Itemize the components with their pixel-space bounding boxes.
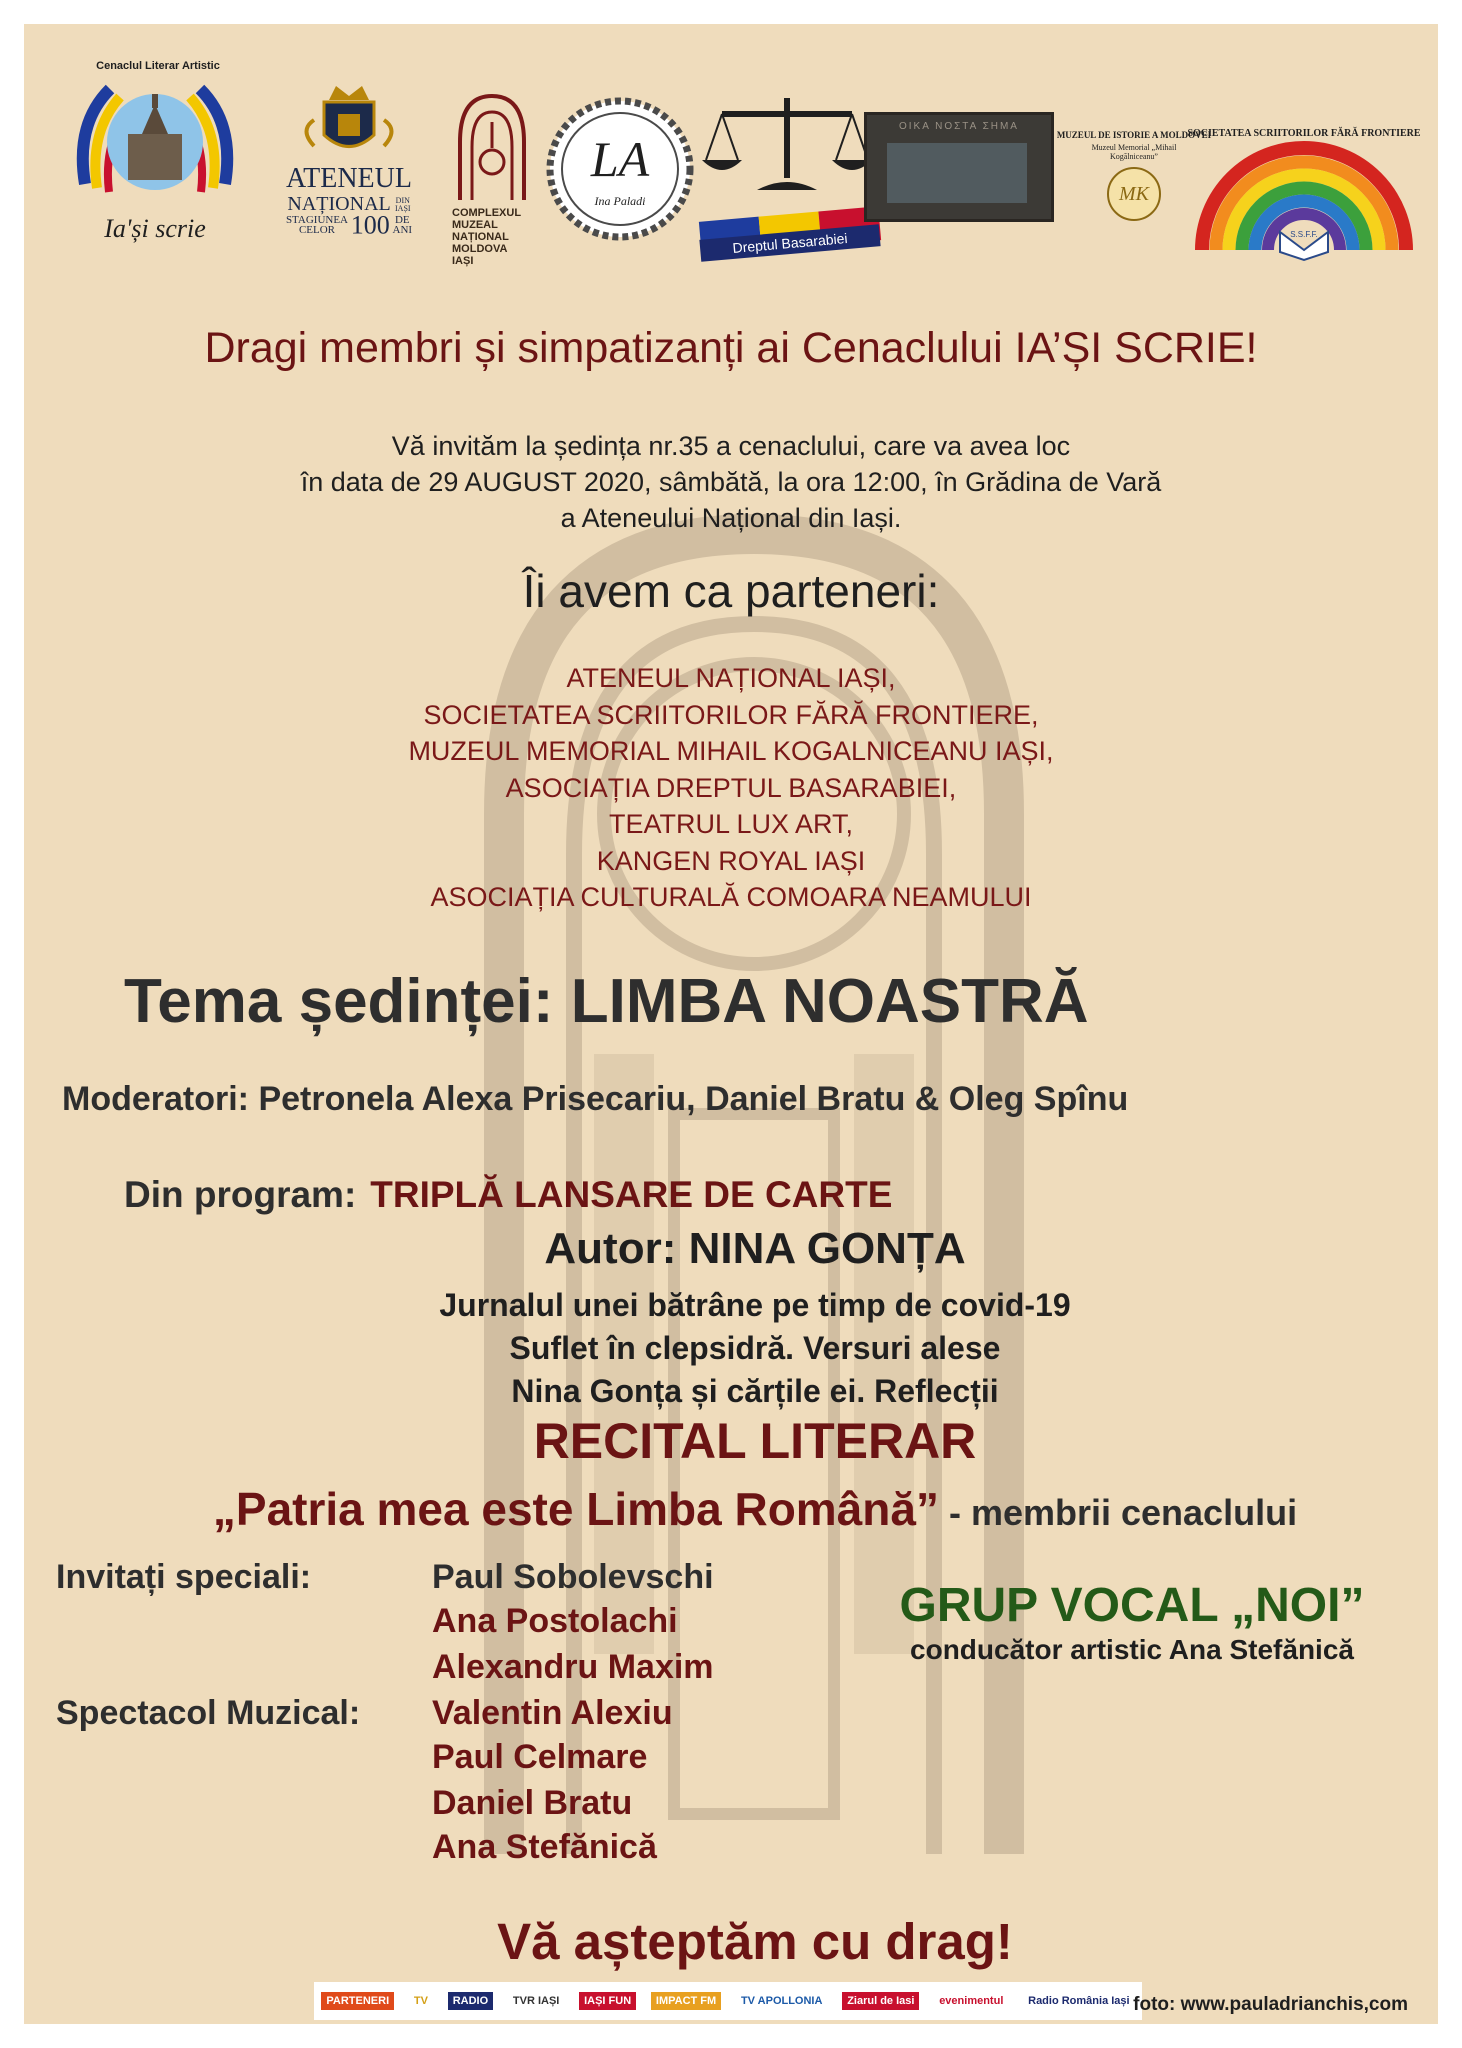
muzeul-istorie-line1: MUZEUL DE ISTORIE A MOLDOVEI [1056,130,1212,140]
sponsor-logo: evenimentul [939,1995,1004,2007]
recital-title [24,1482,1438,1536]
partner-item: ASOCIAȚIA CULTURALĂ COMOARA NEAMULUI [430,882,1032,912]
mk-monogram: MK [1107,167,1161,221]
musician-name: Paul Celmare [432,1738,648,1776]
sponsor-logo: Radio România Iași [1028,1995,1130,2007]
sponsors-strip [314,1982,1142,2020]
cenaclu-logo [70,60,240,254]
complexul-line-5: IAȘI [452,255,474,267]
crown-crest-icon [274,80,424,160]
ina-name: Ina Paladi [594,194,646,208]
painting-caption: ΟΙΚΑ ΝΟΣΤΑ ΣΗΜΑ [899,121,1019,132]
guest-name: Ana Postolachi [432,1602,678,1640]
ateneul-iasi: IAȘI [395,204,411,214]
book-title: Suflet în clepsidră. Versuri alese [509,1330,1001,1366]
musician-name: Ana Stefănică [432,1828,657,1866]
partner-item: KANGEN ROYAL IAȘI [596,845,866,876]
guests-label: Invitați speciali: [56,1558,312,1596]
ateneul-celor: CELOR [298,224,335,236]
complexul-line-2: MUZEAL [452,219,498,231]
cenaclu-arc-text: Cenaclul Literar Artistic [96,60,220,72]
session-theme: Tema ședinței: LIMBA NOASTRĂ [124,967,1089,1036]
ateneul-stagiunea: STAGIUNEA [285,214,348,226]
ateneul-line1: ATENEUL [286,163,412,194]
book-title: Nina Gonța și cărțile ei. Reflecții [511,1373,999,1409]
muzeul-istorie-line2: Muzeul Memorial „Mihail Kogălniceanu” [1091,143,1177,161]
sponsor-logo: RADIO [448,1992,493,2010]
cenaclu-emblem-icon [70,64,240,214]
guest-name: Paul Sobolevschi [432,1558,714,1596]
musician-name: Valentin Alexiu [432,1694,673,1732]
ina-paladi-logo [544,94,696,244]
photo-credit: foto: www.pauladrianchis,com [1133,1994,1408,2015]
book-list [24,1284,1438,1413]
cenaclu-script-text: Ia'și scrie [104,214,206,243]
ateneul-ani: ANI [392,224,413,236]
book-title: Jurnalul unei bătrâne pe timp de covid-19 [439,1287,1071,1323]
sponsor-logo: TV APOLLONIA [740,1995,823,2007]
societatea-logo [1184,124,1424,264]
author-name: Autor: NINA GONȚA [544,1224,966,1273]
page-headline: Dragi membri și simpatizanți ai Cenaclului IA’ȘI SCRIE! [204,324,1258,372]
societatea-arc-text: SOCIETATEA SCRIITORILOR FĂRĂ FRONTIERE [1187,128,1421,139]
sponsor-logo: IAȘI FUN [579,1992,636,2010]
sponsor-logo: PARTENERI [321,1992,394,2010]
partners-list [24,660,1438,916]
ateneul-hundred: 100 [350,210,390,240]
partners-heading: Îi avem ca parteneri: [522,565,940,617]
vocal-group-leader: conducător artistic Ana Stefănică [910,1634,1354,1665]
sponsor-logo: TV [413,1995,428,2007]
closing-message: Vă așteptăm cu drag! [497,1913,1013,1970]
recital-heading: RECITAL LITERAR [533,1413,977,1469]
ina-monogram: LA [590,131,650,187]
invitation-text [24,428,1438,536]
recital-quote: „Patria mea este Limba Română” [212,1483,939,1535]
program-value: TRIPLĂ LANSARE DE CARTE [370,1174,893,1215]
complexul-line-3: NAȚIONAL [452,231,509,243]
dreptul-basarabiei-logo [692,94,882,264]
sponsor-logo: TVR IAȘI [512,1995,560,2007]
rainbow-emblem-icon [1184,124,1424,264]
invitation-line-1: Vă invităm la ședința nr.35 a cenaclului, care va avea loc [391,431,1071,461]
partner-item: MUZEUL MEMORIAL MIHAIL KOGALNICEANU IAȘI, [408,736,1054,766]
ateneul-line2: NAȚIONAL [287,193,390,215]
invitation-line-3: a Ateneului Național din Iași. [560,503,902,533]
partner-logos-row [64,58,1421,278]
partner-item: ASOCIAȚIA DREPTUL BASARABIEI, [505,772,957,803]
recital-members: - membrii cenaclului [948,1492,1298,1533]
moderators: Moderatori: Petronela Alexa Prisecariu, Daniel Bratu & Oleg Spînu [62,1080,1129,1118]
museum-arch-icon [452,92,532,202]
complexul-line-1: COMPLEXUL [452,207,522,219]
societatea-abbr: S.S.F.F. [1290,230,1318,239]
program-line [124,1174,1324,1216]
partner-item: ATENEUL NAȚIONAL IAȘI, [566,663,896,693]
partner-item: SOCIETATEA SCRIITORILOR FĂRĂ FRONTIERE, [423,699,1039,730]
musician-name: Daniel Bratu [432,1784,633,1822]
ateneul-logo [274,80,424,250]
vocal-group-name: GRUP VOCAL „NOI” [899,1579,1365,1632]
sponsor-logo: Ziarul de Iasi [842,1992,919,2010]
partner-item: TEATRUL LUX ART, [608,809,854,839]
ateneul-de: DE [394,214,410,226]
poster [24,24,1438,2024]
program-label: Din program: [124,1174,357,1215]
dreptul-ribbon-text: Dreptul Basarabiei [699,224,880,262]
justice-scales-icon [692,94,882,204]
ateneul-din: DIN [395,196,410,206]
guest-name: Alexandru Maxim [432,1648,714,1686]
music-label: Spectacol Muzical: [56,1694,361,1732]
sponsor-logo: IMPACT FM [651,1992,721,2010]
painting-logo [864,112,1054,222]
invitation-line-2: în data de 29 AUGUST 2020, sâmbătă, la ora 12:00, în Grădina de Vară [300,467,1162,497]
complexul-line-4: MOLDOVA [452,243,508,255]
